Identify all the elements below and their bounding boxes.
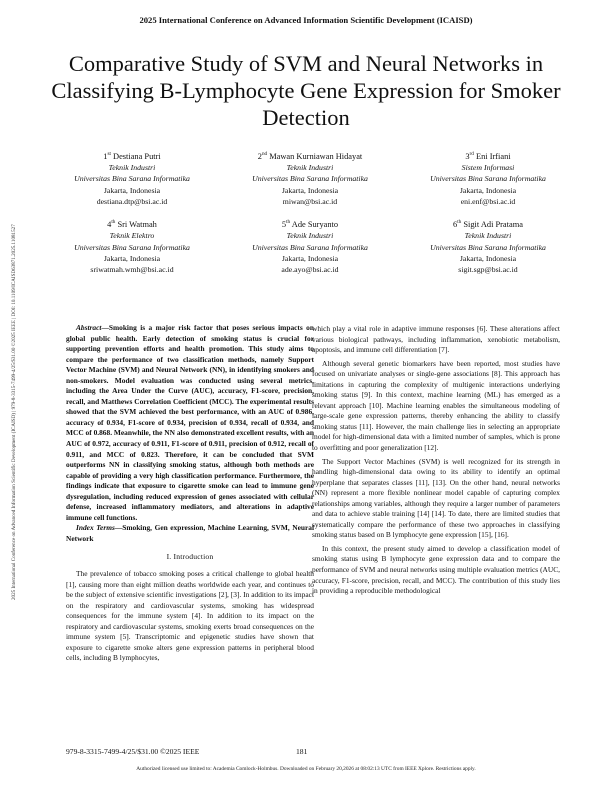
author-name: 5th Ade Suryanto bbox=[281, 219, 339, 230]
index-terms bbox=[66, 523, 314, 544]
author-name: 3rd Eni Irfiani bbox=[465, 151, 511, 161]
author-department: Teknik Industri bbox=[286, 163, 334, 173]
copyright-footer: 979-8-3315-7499-4/25/$31.00 ©2025 IEEE bbox=[66, 747, 200, 756]
author-name: 4th Sri Watmah bbox=[107, 219, 157, 230]
author-block bbox=[48, 149, 572, 276]
abstract-text: —Smoking is a major risk factor that poses serious impacts on global public health. Early detection of smoking status is crucial for supporting prevention efforts and health promotion. This study aims to compare the performance of two classification methods, namely Support Vector Machine (SVM) and Neural Network (NN), in identifying smokers and non-smokers. Model evaluation was conducted using several metrics, including the Area Under the Curve (AUC), accuracy, F1-score, precision, recall, and Matthews Correlation Coefficient (MCC). The experimental results showed that the SVM achieved the best performance, with an AUC of 0.986, accuracy of 0.934, F1-score of 0.934, precision of 0.934, recall of 0.934, and MCC of 0.868. Meanwhile, the NN also demonstrated excellent results, with an AUC of 0.972, accuracy of 0.911, F1-score of 0.911, precision of 0.912, recall of 0.911, and MCC of 0.823. Therefore, it can be concluded that SVM outperforms NN in classifying smoking status, although both methods are capable of providing a very high classification performance. Furthermore, the findings indicate that exposure to cigarette smoke can lead to immune gene dysregulation, including reduced expression of genes associated with cellular defense, increased inflammatory mediators, and alterations in adaptive immune cell functions. bbox=[66, 323, 314, 522]
author-4 bbox=[48, 217, 216, 275]
author-affiliation: Universitas Bina Sarana Informatika bbox=[252, 242, 368, 252]
index-terms-text: —Smoking, Gen expression, Machine Learning, SVM, Neural Network bbox=[66, 523, 315, 543]
authorized-use-notice: Authorized licensed use limited to: Academia Comlock-Holmbus. Downloaded on February 20,2026 at 08:02:13 UTC from IEEE Xplore. Restrictions apply. bbox=[136, 766, 476, 772]
author-email[interactable]: sigit.sgp@bsi.ac.id bbox=[458, 265, 518, 275]
left-column bbox=[66, 323, 314, 664]
intro-paragraph-1: The prevalence of tobacco smoking poses a critical challenge to global health [1], causing more than eight million deaths worldwide each year, and continues to be the subject of extensive scientific investigations [2], [3]. In addition to its impact on the respiratory and cardiovascular systems, smoking has widespread consequences for the immune system [4]. In addition to its impact on the respiratory and cardiovascular systems, smoking exerts broad consequences on the immune system [5]. Transcriptomic and epigenetic studies have shown that exposure to cigarette smoke alters gene expression patterns in peripheral blood cells, including B lymphocytes, bbox=[66, 569, 314, 663]
author-city: Jakarta, Indonesia bbox=[281, 185, 339, 195]
paper-title: Comparative Study of SVM and Neural Networks in Classifying B-Lymphocyte Gene Expression for Smoker Detection bbox=[51, 51, 561, 130]
section-heading-introduction: I. Introduction bbox=[166, 552, 214, 562]
intro-paragraph-5: In this context, the present study aimed to develop a classification model of smoking status using B lymphocyte gene expression data and to compare the performance of SVM and neural networks using multiple evaluation metrics (AUC, accuracy, F1-score, precision, recall, and MCC). The contribution of this study lies in providing a reproducible methodological bbox=[312, 543, 560, 596]
author-department: Teknik Elektro bbox=[109, 231, 155, 241]
doi-side-text: 2025 International Conference on Advanced Information Scientific Development (ICAISD) | 979-8-3315-7499-4/25/$31.00 ©2025 IEEE | DOI: 10.1109/ICAISD63871.2025.11081527 bbox=[11, 224, 17, 600]
author-row-2 bbox=[48, 217, 572, 275]
author-name: 6th Sigit Adi Pratama bbox=[453, 219, 523, 230]
intro-paragraph-4: The Support Vector Machines (SVM) is well recognized for its strength in handling high-dimensional data owing to its ability to identify an optimal hyperplane that separates classes [11], [13]. On the other hand, neural networks (NN) represent a more flexible nonlinear model capable of capturing complex relationships among variables, although they require a larger number of parameters and data to achieve stable training [14] [14]. To date, there are limited studies that systematically compare the performance of these two approaches in classifying smoking status based on B lymphocyte gene expression [15], [16]. bbox=[312, 456, 560, 540]
abstract bbox=[66, 323, 314, 523]
author-affiliation: Universitas Bina Sarana Informatika bbox=[74, 242, 190, 252]
author-department: Teknik Industri bbox=[286, 231, 334, 241]
author-email[interactable]: miwan@bsi.ac.id bbox=[282, 196, 338, 206]
author-department: Teknik Industri bbox=[464, 231, 512, 241]
author-row-1 bbox=[48, 149, 572, 207]
author-city: Jakarta, Indonesia bbox=[459, 185, 517, 195]
author-city: Jakarta, Indonesia bbox=[103, 253, 161, 263]
page-number: 181 bbox=[296, 747, 308, 756]
conference-header: 2025 International Conference on Advanced Information Scientific Development (ICAISD) bbox=[139, 15, 473, 25]
author-department: Teknik Industri bbox=[108, 163, 156, 173]
author-3 bbox=[404, 149, 572, 207]
author-city: Jakarta, Indonesia bbox=[281, 253, 339, 263]
author-affiliation: Universitas Bina Sarana Informatika bbox=[74, 174, 190, 184]
author-1 bbox=[48, 149, 216, 207]
author-2 bbox=[226, 149, 394, 207]
intro-paragraph-2: which play a vital role in adaptive immune responses [6]. These alterations affect various biological pathways, including inflammation, xenobiotic metabolism, apoptosis, and immune cell differentiation [7]. bbox=[312, 324, 560, 355]
author-name: 1st Destiana Putri bbox=[103, 151, 161, 161]
author-name: 2nd Mawan Kurniawan Hidayat bbox=[257, 151, 363, 161]
author-city: Jakarta, Indonesia bbox=[459, 253, 517, 263]
intro-paragraph-3: Although several genetic biomarkers have been reported, most studies have focused on univariate analyses or single-gene associations [8]. This approach has limitations in capturing the complexity of multigenic interactions underlying smoking status [9]. In this context, machine learning (ML) has emerged as a relevant approach [10]. Machine learning enables the simultaneous modeling of large-scale gene expression patterns, thereby enhancing the ability to classify smoking status [11]. However, the main challenge lies in selecting an appropriate model for high-dimensional data with a limited number of samples, which is prone to overfitting and poor generalization [12]. bbox=[312, 358, 560, 453]
author-city: Jakarta, Indonesia bbox=[103, 185, 161, 195]
author-email[interactable]: eni.enf@bsi.ac.id bbox=[460, 196, 516, 206]
author-5 bbox=[226, 217, 394, 275]
author-6 bbox=[404, 217, 572, 275]
author-affiliation: Universitas Bina Sarana Informatika bbox=[430, 174, 546, 184]
author-department: Sistem Informasi bbox=[461, 163, 515, 173]
author-email[interactable]: sriwatmah.wmh@bsi.ac.id bbox=[90, 265, 174, 275]
author-affiliation: Universitas Bina Sarana Informatika bbox=[252, 174, 368, 184]
right-column bbox=[312, 324, 560, 597]
index-terms-label: Index Terms bbox=[76, 523, 115, 533]
author-email[interactable]: destiana.dtp@bsi.ac.id bbox=[96, 196, 168, 206]
author-affiliation: Universitas Bina Sarana Informatika bbox=[430, 242, 546, 252]
author-email[interactable]: ade.ayo@bsi.ac.id bbox=[281, 265, 339, 275]
doi-side-strip bbox=[3, 120, 17, 600]
abstract-label: Abstract bbox=[76, 323, 102, 332]
